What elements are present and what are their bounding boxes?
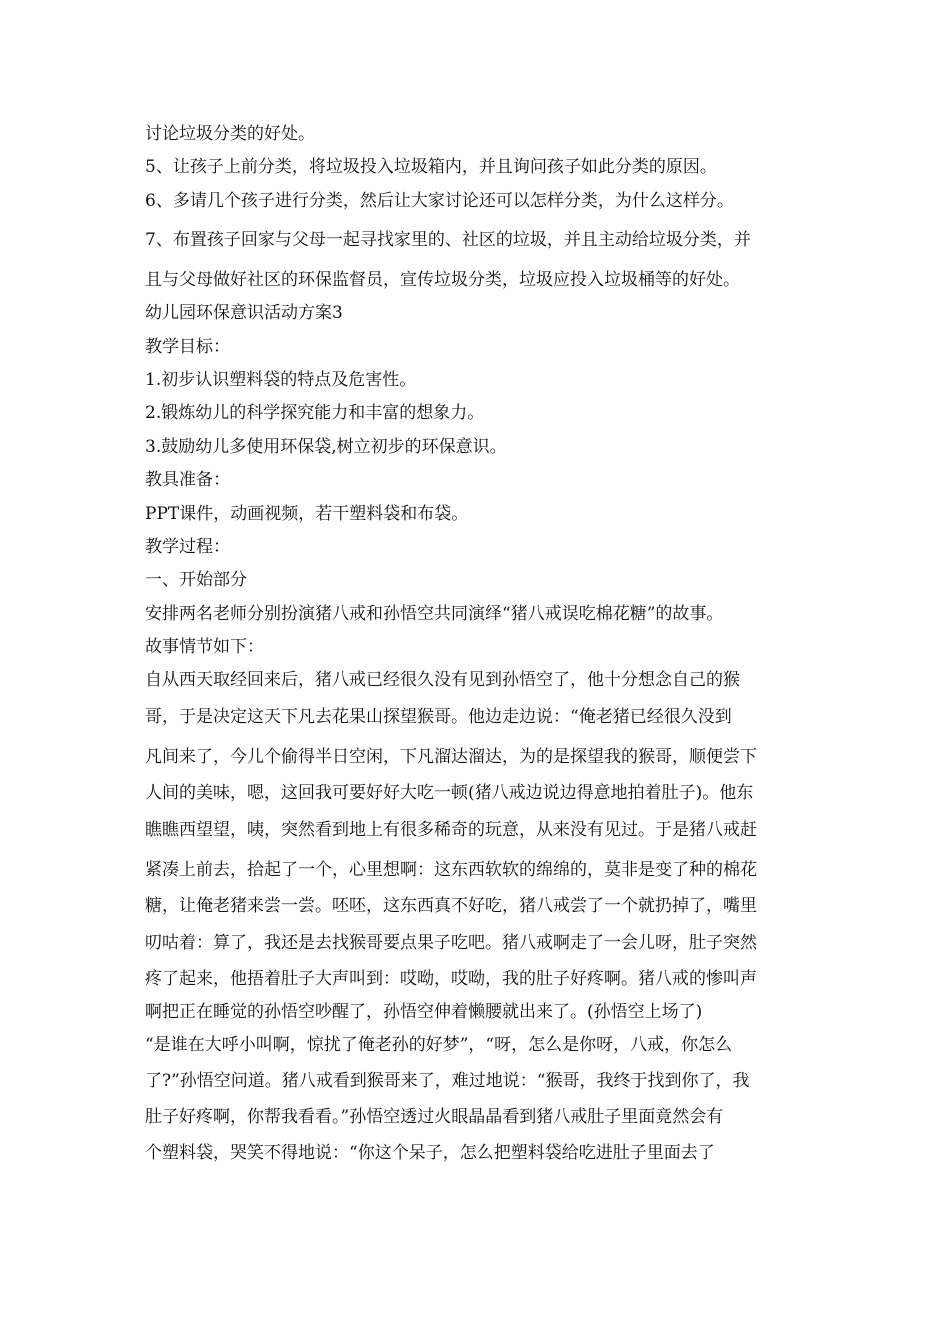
story-line: 哥，于是决定这天下凡去花果山探望猴哥。他边走边说：“俺老猪已经很久没到 <box>145 707 732 728</box>
dialogue-paragraph <box>145 1029 807 1173</box>
goals-heading: 教学目标： <box>145 336 230 357</box>
story-line: 自从西天取经回来后，猪八戒已经很久没有见到孙悟空了，他十分想念自己的猴 <box>145 670 740 691</box>
paragraph-line: 故事情节如下： <box>145 637 264 658</box>
part-one-heading: 一、开始部分 <box>145 570 247 591</box>
story-line: 紧凑上前去，拾起了一个，心里想啊：这东西软软的绵绵的，莫非是变了种的棉花 <box>145 860 757 881</box>
story-line: 疼了起来，他捂着肚子大声叫到：哎呦，哎呦，我的肚子好疼啊。猪八戒的惨叫声 <box>145 969 757 990</box>
goal-item: 3.鼓励幼儿多使用环保袋,树立初步的环保意识。 <box>145 436 507 457</box>
story-line: 叨咕着：算了，我还是去找猴哥要点果子吃吧。猪八戒啊走了一会儿呀，肚子突然 <box>145 933 757 954</box>
steps-section <box>145 118 807 218</box>
plan-3-section <box>145 297 807 664</box>
story-line: 糖，让俺老猪来尝一尝。呸呸，这东西真不好吃，猪八戒尝了一个就扔掉了，嘴里 <box>145 896 757 917</box>
dialogue-line: “是谁在大呼小叫啊，惊扰了俺老孙的好梦”，“呀，怎么是你呀，八戒，你怎么 <box>145 1035 733 1056</box>
goal-item: 1.初步认识塑料袋的特点及危害性。 <box>145 369 417 390</box>
story-line: 凡间来了，今儿个偷得半日空闲，下凡溜达溜达，为的是探望我的猴哥，顺便尝下 <box>145 747 757 768</box>
materials-heading: 教具准备： <box>145 470 230 491</box>
document-page <box>145 118 807 1173</box>
dialogue-line: 了?”孙悟空问道。猪八戒看到猴哥来了，难过地说：“猴哥，我终于找到你了，我 <box>145 1071 750 1092</box>
dialogue-line: 个塑料袋，哭笑不得地说：“你这个呆子，怎么把塑料袋给吃进肚子里面去了 <box>145 1143 715 1164</box>
story-paragraph <box>145 664 807 1029</box>
step-7-line: 7、布置孩子回家与父母一起寻找家里的、社区的垃圾，并且主动给垃圾分类，并 <box>145 230 751 251</box>
paragraph-line: 安排两名老师分别扮演猪八戒和孙悟空共同演绎“猪八戒误吃棉花糖”的故事。 <box>145 603 724 624</box>
goal-item: 2.锻炼幼儿的科学探究能力和丰富的想象力。 <box>145 403 485 424</box>
materials-line: PPT课件，动画视频，若干塑料袋和布袋。 <box>145 503 469 524</box>
story-line: 瞧瞧西望望，咦，突然看到地上有很多稀奇的玩意，从来没有见过。于是猪八戒赶 <box>145 820 757 841</box>
step-6-line: 6、多请几个孩子进行分类，然后让大家讨论还可以怎样分类，为什么这样分。 <box>145 190 734 211</box>
step-5-line: 5、让孩子上前分类，将垃圾投入垃圾箱内，并且询问孩子如此分类的原因。 <box>145 157 717 178</box>
story-line: 啊把正在睡觉的孙悟空吵醒了，孙悟空伸着懒腰就出来了。(孙悟空上场了) <box>145 1002 703 1023</box>
dialogue-line: 肚子好疼啊，你帮我看看。”孙悟空透过火眼晶晶看到猪八戒肚子里面竟然会有 <box>145 1107 724 1128</box>
section-heading: 幼儿园环保意识活动方案3 <box>145 303 343 324</box>
step-7-paragraph <box>145 220 807 300</box>
paragraph-line: 讨论垃圾分类的好处。 <box>145 124 315 144</box>
story-line: 人间的美味，嗯，这回我可要好好大吃一顿(猪八戒边说边得意地拍着肚子)。他东 <box>145 783 754 804</box>
process-heading: 教学过程： <box>145 536 230 557</box>
step-7-line: 且与父母做好社区的环保监督员，宣传垃圾分类，垃圾应投入垃圾桶等的好处。 <box>145 270 740 291</box>
